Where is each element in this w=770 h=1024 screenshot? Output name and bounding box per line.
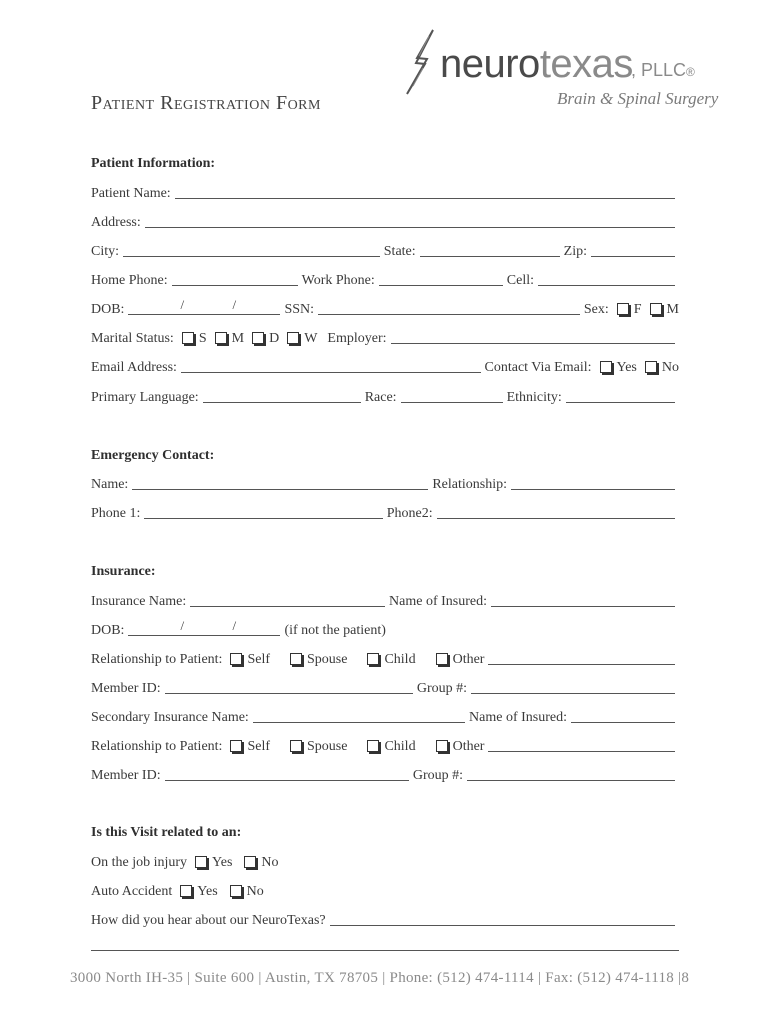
- race-field[interactable]: [401, 388, 503, 403]
- label-emergency-name: Name:: [91, 477, 129, 492]
- member-id-2-field[interactable]: [165, 766, 409, 781]
- rel2-other-checkbox[interactable]: Other: [436, 739, 485, 755]
- label-group-1: Group #:: [416, 681, 467, 696]
- label-insured-dob: DOB:: [91, 623, 125, 638]
- label-ssn: SSN:: [284, 302, 315, 317]
- auto-yes-checkbox[interactable]: Yes: [180, 884, 217, 900]
- label-zip: Zip:: [563, 244, 587, 259]
- row-relationship-2: [91, 735, 679, 755]
- label-contact-email: Contact Via Email:: [484, 360, 592, 375]
- label-phone2: Phone2:: [386, 506, 433, 521]
- zip-field[interactable]: [591, 242, 675, 257]
- label-language: Primary Language:: [91, 390, 199, 405]
- state-field[interactable]: [420, 242, 560, 257]
- logo-bolt-icon: [403, 28, 441, 96]
- ethnicity-field[interactable]: [566, 388, 675, 403]
- insurance-name-field[interactable]: [190, 592, 385, 607]
- rel1-child-checkbox[interactable]: Child: [367, 652, 415, 668]
- row-member-2: [91, 764, 679, 784]
- rel2-other-field[interactable]: [488, 737, 675, 752]
- row-marital-employer: [91, 327, 679, 347]
- rel1-other-field[interactable]: [488, 650, 675, 665]
- label-job-injury: On the job injury: [91, 855, 188, 870]
- cell-field[interactable]: [538, 271, 675, 286]
- marital-w-checkbox[interactable]: W: [287, 331, 317, 347]
- label-patient-name: Patient Name:: [91, 186, 171, 201]
- row-language: [91, 386, 679, 406]
- row-email: [91, 356, 679, 376]
- contact-email-yes-checkbox[interactable]: Yes: [600, 360, 637, 376]
- insured-dob-field[interactable]: / /: [128, 621, 280, 636]
- language-field[interactable]: [203, 388, 361, 403]
- label-member-id-2: Member ID:: [91, 768, 161, 783]
- label-address: Address:: [91, 215, 141, 230]
- work-phone-field[interactable]: [379, 271, 503, 286]
- label-insured-2: Name of Insured:: [469, 710, 567, 725]
- dob-field[interactable]: / /: [128, 300, 280, 315]
- label-insurance-name: Insurance Name:: [91, 594, 187, 609]
- sex-f-checkbox[interactable]: F: [617, 302, 642, 318]
- marital-d-checkbox[interactable]: D: [252, 331, 279, 347]
- section-emergency: Emergency Contact:: [91, 448, 215, 463]
- logo-wordmark: neurotexas: [440, 42, 633, 86]
- row-hear-about: [91, 909, 679, 929]
- home-phone-field[interactable]: [172, 271, 298, 286]
- hear-about-extra-line[interactable]: [91, 950, 679, 951]
- city-field[interactable]: [123, 242, 380, 257]
- label-sex: Sex:: [583, 302, 609, 317]
- emergency-name-field[interactable]: [132, 475, 428, 490]
- row-insurance-name: [91, 590, 679, 610]
- rel2-self-checkbox[interactable]: Self: [230, 739, 270, 755]
- ssn-field[interactable]: [318, 300, 580, 315]
- label-secondary: Secondary Insurance Name:: [91, 710, 249, 725]
- label-employer: Employer:: [327, 331, 387, 346]
- insured-2-field[interactable]: [571, 708, 675, 723]
- row-secondary: [91, 706, 679, 726]
- label-relationship-2: Relationship to Patient:: [91, 739, 223, 754]
- address-field[interactable]: [145, 213, 675, 228]
- member-id-1-field[interactable]: [165, 679, 413, 694]
- group-2-field[interactable]: [467, 766, 675, 781]
- rel1-self-checkbox[interactable]: Self: [230, 652, 270, 668]
- sex-m-checkbox[interactable]: M: [650, 302, 679, 318]
- logo-tagline: Brain & Spinal Surgery: [557, 89, 719, 108]
- rel1-spouse-checkbox[interactable]: Spouse: [290, 652, 347, 668]
- row-insured-dob: [91, 619, 679, 639]
- label-marital: Marital Status:: [91, 331, 174, 346]
- section-visit: Is this Visit related to an:: [91, 825, 242, 840]
- footer-address: 3000 North IH-35 | Suite 600 | Austin, TX 78705 | Phone: (512) 474-1114 | Fax: (512) 474-1118 |8: [70, 970, 690, 986]
- marital-m-checkbox[interactable]: M: [215, 331, 244, 347]
- phone2-field[interactable]: [437, 504, 675, 519]
- row-address: [91, 211, 679, 231]
- section-insurance: Insurance:: [91, 564, 156, 579]
- group-1-field[interactable]: [471, 679, 675, 694]
- label-relationship-1: Relationship to Patient:: [91, 652, 223, 667]
- row-auto-accident: [91, 880, 679, 900]
- hear-about-field[interactable]: [330, 911, 675, 926]
- employer-field[interactable]: [391, 329, 675, 344]
- auto-no-checkbox[interactable]: No: [230, 884, 264, 900]
- insured-field[interactable]: [491, 592, 675, 607]
- rel2-spouse-checkbox[interactable]: Spouse: [290, 739, 347, 755]
- label-city: City:: [91, 244, 120, 259]
- email-field[interactable]: [181, 358, 481, 373]
- label-group-2: Group #:: [412, 768, 463, 783]
- patient-name-field[interactable]: [175, 184, 675, 199]
- label-hear-about: How did you hear about our NeuroTexas?: [91, 913, 326, 928]
- label-phone1: Phone 1:: [91, 506, 141, 521]
- label-work-phone: Work Phone:: [301, 273, 375, 288]
- row-patient-name: [91, 182, 679, 202]
- page-title: Patient Registration Form: [91, 92, 321, 114]
- section-patient-info: Patient Information:: [91, 156, 216, 171]
- row-emergency-phones: [91, 502, 679, 522]
- job-injury-yes-checkbox[interactable]: Yes: [195, 855, 232, 871]
- label-if-not-patient: (if not the patient): [284, 623, 386, 638]
- label-emergency-relationship: Relationship:: [432, 477, 507, 492]
- row-emergency-name: [91, 473, 679, 493]
- label-insured: Name of Insured:: [389, 594, 487, 609]
- emergency-relationship-field[interactable]: [511, 475, 675, 490]
- label-race: Race:: [364, 390, 397, 405]
- rel1-other-checkbox[interactable]: Other: [436, 652, 485, 668]
- row-dob-ssn-sex: [91, 298, 679, 318]
- label-home-phone: Home Phone:: [91, 273, 168, 288]
- row-phones: [91, 269, 679, 289]
- label-state: State:: [383, 244, 416, 259]
- row-city: [91, 240, 679, 260]
- label-cell: Cell:: [506, 273, 534, 288]
- row-relationship-1: [91, 648, 679, 668]
- label-auto-accident: Auto Accident: [91, 884, 173, 899]
- phone1-field[interactable]: [144, 504, 382, 519]
- contact-email-no-checkbox[interactable]: No: [645, 360, 679, 376]
- marital-s-checkbox[interactable]: S: [182, 331, 207, 347]
- logo-pllc: , PLLC®: [631, 60, 695, 80]
- rel2-child-checkbox[interactable]: Child: [367, 739, 415, 755]
- row-job-injury: [91, 851, 679, 871]
- label-ethnicity: Ethnicity:: [506, 390, 562, 405]
- row-member-1: [91, 677, 679, 697]
- label-dob: DOB:: [91, 302, 125, 317]
- label-email: Email Address:: [91, 360, 177, 375]
- secondary-field[interactable]: [253, 708, 465, 723]
- job-injury-no-checkbox[interactable]: No: [244, 855, 278, 871]
- label-member-id-1: Member ID:: [91, 681, 161, 696]
